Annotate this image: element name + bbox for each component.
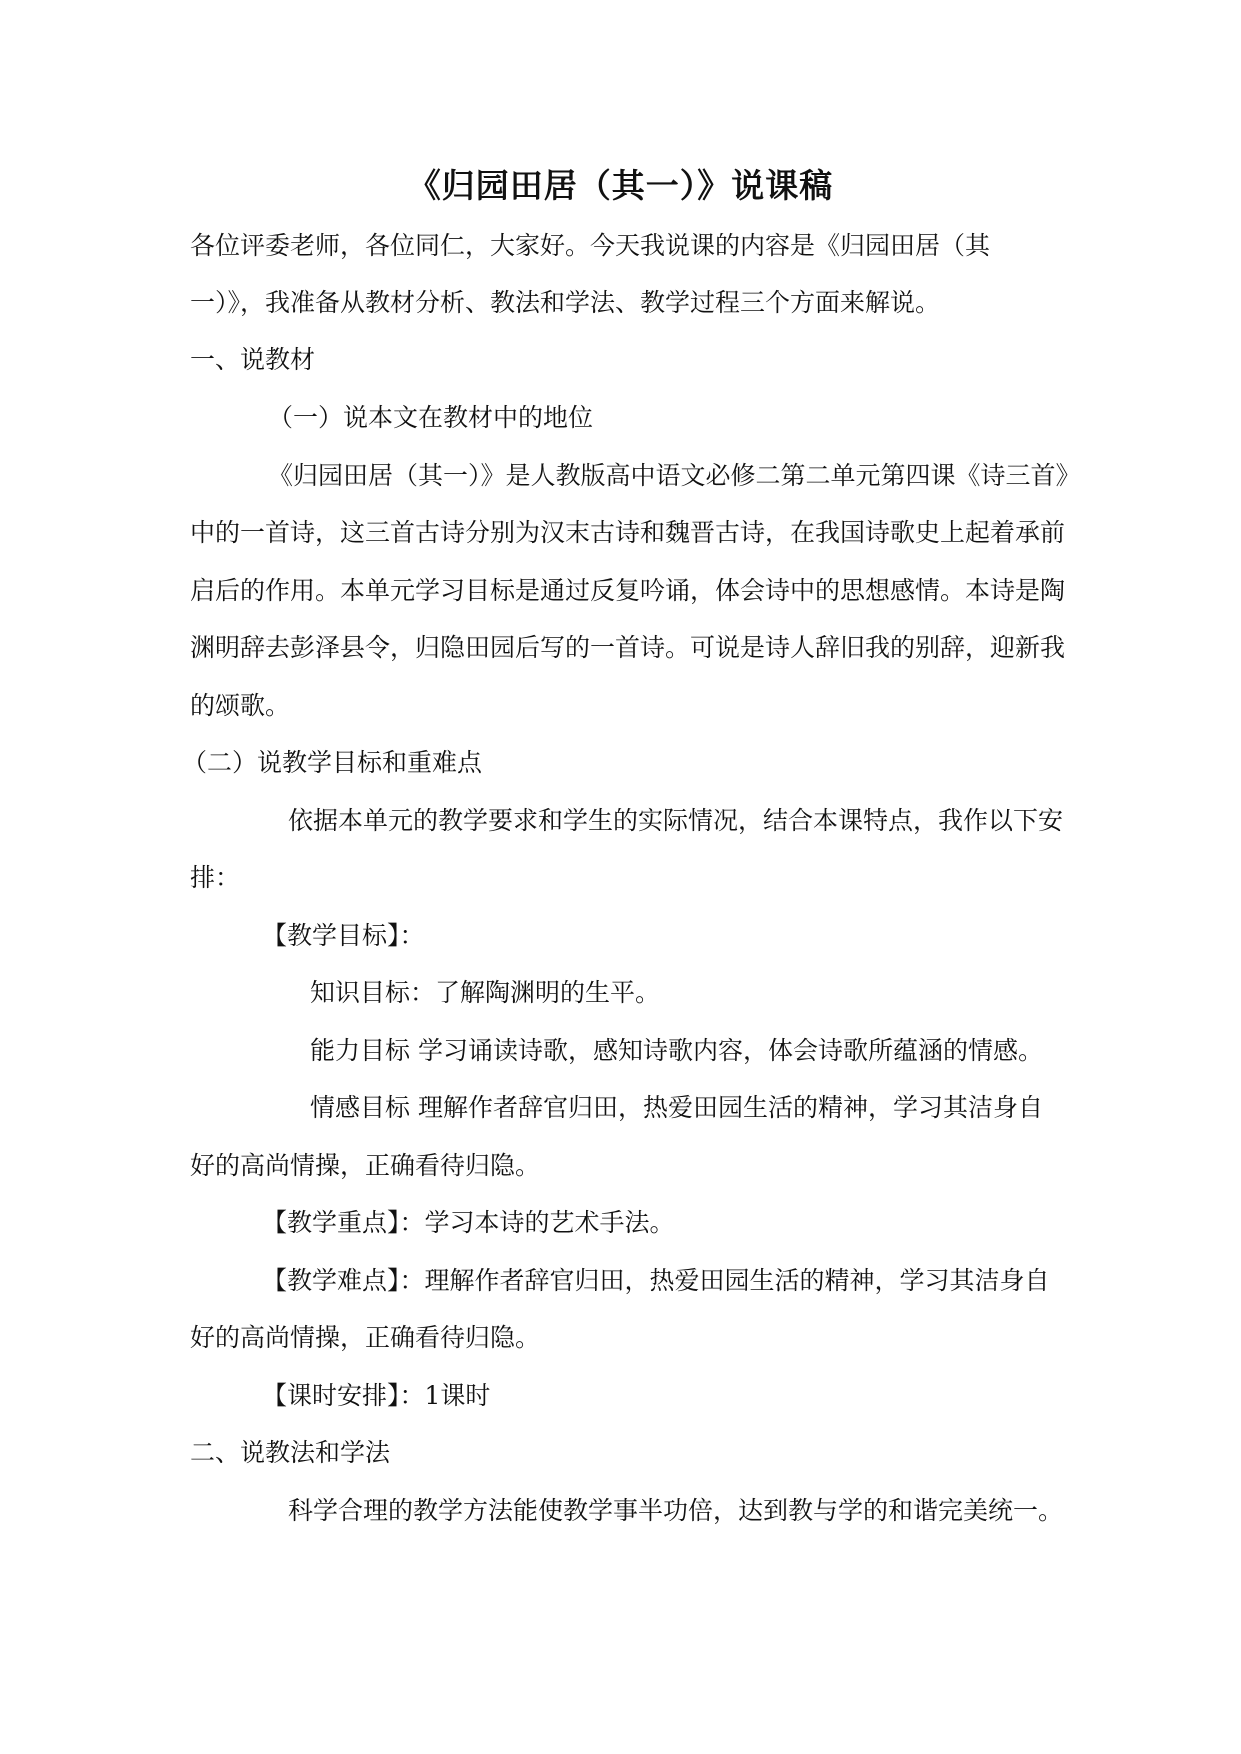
subsection-heading-2: （二）说教学目标和重难点 (182, 748, 483, 777)
paragraph-line-6: 依据本单元的教学要求和学生的实际情况，结合本课特点，我作以下安 (288, 806, 1064, 835)
paragraph-line-4: 渊明辞去彭泽县令，归隐田园后写的一首诗。可说是诗人辞旧我的别辞，迎新我 (190, 633, 1066, 662)
paragraph-line-3: 启后的作用。本单元学习目标是通过反复吟诵，体会诗中的思想感情。本诗是陶 (190, 576, 1066, 605)
teaching-focus: 【教学重点】：学习本诗的艺术手法。 (262, 1208, 675, 1237)
knowledge-goal: 知识目标：了解陶渊明的生平。 (310, 978, 661, 1007)
class-hours: 【课时安排】：1课时 (262, 1381, 491, 1410)
teaching-difficulty-line-1: 【教学难点】：理解作者辞官归田，热爱田园生活的精神，学习其洁身自 (262, 1266, 1050, 1295)
teaching-goals-label: 【教学目标】： (262, 921, 425, 950)
document-title: 《归园田居（其一）》说课稿 (407, 166, 834, 205)
emotion-goal-line-1: 情感目标 理解作者辞官归田，热爱田园生活的精神，学习其洁身自 (310, 1093, 1043, 1122)
ability-goal: 能力目标 学习诵读诗歌，感知诗歌内容，体会诗歌所蕴涵的情感。 (310, 1036, 1043, 1065)
paragraph-line-8: 科学合理的教学方法能使教学事半功倍，达到教与学的和谐完美统一。 (288, 1496, 1064, 1525)
paragraph-line-5: 的颂歌。 (190, 691, 291, 720)
teaching-difficulty-line-2: 好的高尚情操，正确看待归隐。 (190, 1323, 541, 1352)
section-heading-2: 二、说教法和学法 (190, 1438, 391, 1467)
intro-line-1: 各位评委老师，各位同仁，大家好。今天我说课的内容是《归园田居（其 (190, 231, 991, 260)
paragraph-line-2: 中的一首诗，这三首古诗分别为汉末古诗和魏晋古诗，在我国诗歌史上起着承前 (190, 518, 1066, 547)
intro-line-2: 一）》，我准备从教材分析、教法和学法、教学过程三个方面来解说。 (190, 288, 941, 317)
subsection-heading-1: （一）说本文在教材中的地位 (268, 403, 594, 432)
paragraph-line-7: 排： (190, 863, 241, 892)
paragraph-line-1: 《归园田居（其一）》是人教版高中语文必修二第二单元第四课《诗三首》 (268, 461, 1081, 490)
emotion-goal-line-2: 好的高尚情操，正确看待归隐。 (190, 1151, 541, 1180)
section-heading-1: 一、说教材 (190, 345, 316, 374)
